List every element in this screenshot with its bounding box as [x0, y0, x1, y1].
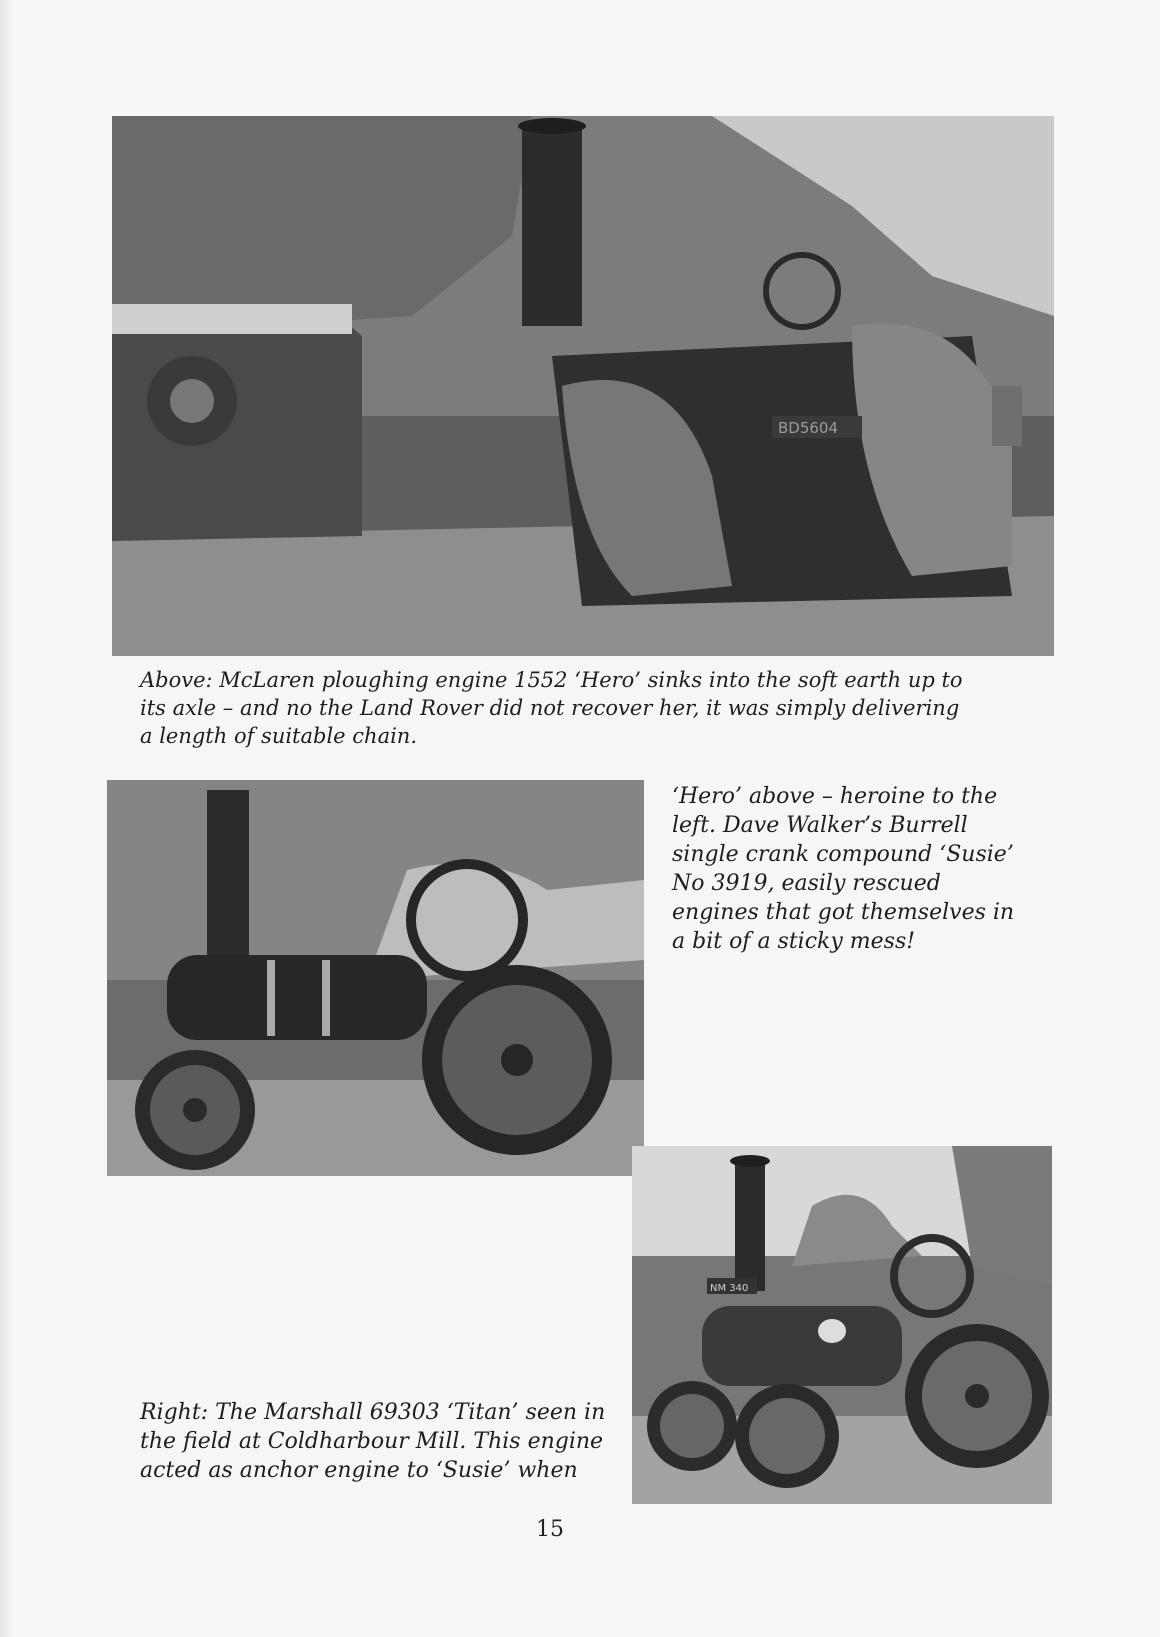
caption-top [140, 666, 1040, 750]
caption-top-line-3: a length of suitable chain. [140, 724, 417, 748]
photo-marshall-titan [632, 1146, 1052, 1504]
caption-top-line-2: its axle – and no the Land Rover did not recover her, it was simply delivering [140, 696, 960, 720]
caption-bottom-line-1: Right: The Marshall 69303 ‘Titan’ seen in [140, 1400, 606, 1425]
caption-middle-line-4: No 3919, easily rescued [672, 871, 941, 896]
caption-middle-line-2: left. Dave Walker’s Burrell [672, 813, 968, 838]
caption-top-line-1: Above: McLaren ploughing engine 1552 ‘Hero’ sinks into the soft earth up to [140, 668, 963, 692]
photo-burrell-susie [107, 780, 644, 1176]
caption-middle-line-6: a bit of a sticky mess! [672, 929, 916, 954]
caption-middle-line-3: single crank compound ‘Susie’ [672, 842, 1014, 867]
caption-middle-line-1: ‘Hero’ above – heroine to the [672, 784, 998, 809]
engine-plate-bd5604: BD5604 [778, 419, 839, 437]
caption-bottom [140, 1398, 620, 1485]
caption-bottom-line-3: acted as anchor engine to ‘Susie’ when [140, 1458, 578, 1483]
photo-mclaren-ploughing-engine [112, 116, 1054, 656]
engine-plate-nm340: NM 340 [710, 1283, 749, 1294]
caption-middle-line-5: engines that got themselves in [672, 900, 1015, 925]
page-number: 15 [536, 1517, 564, 1542]
caption-middle [672, 782, 1052, 956]
caption-bottom-line-2: the field at Coldharbour Mill. This engine [140, 1429, 604, 1454]
